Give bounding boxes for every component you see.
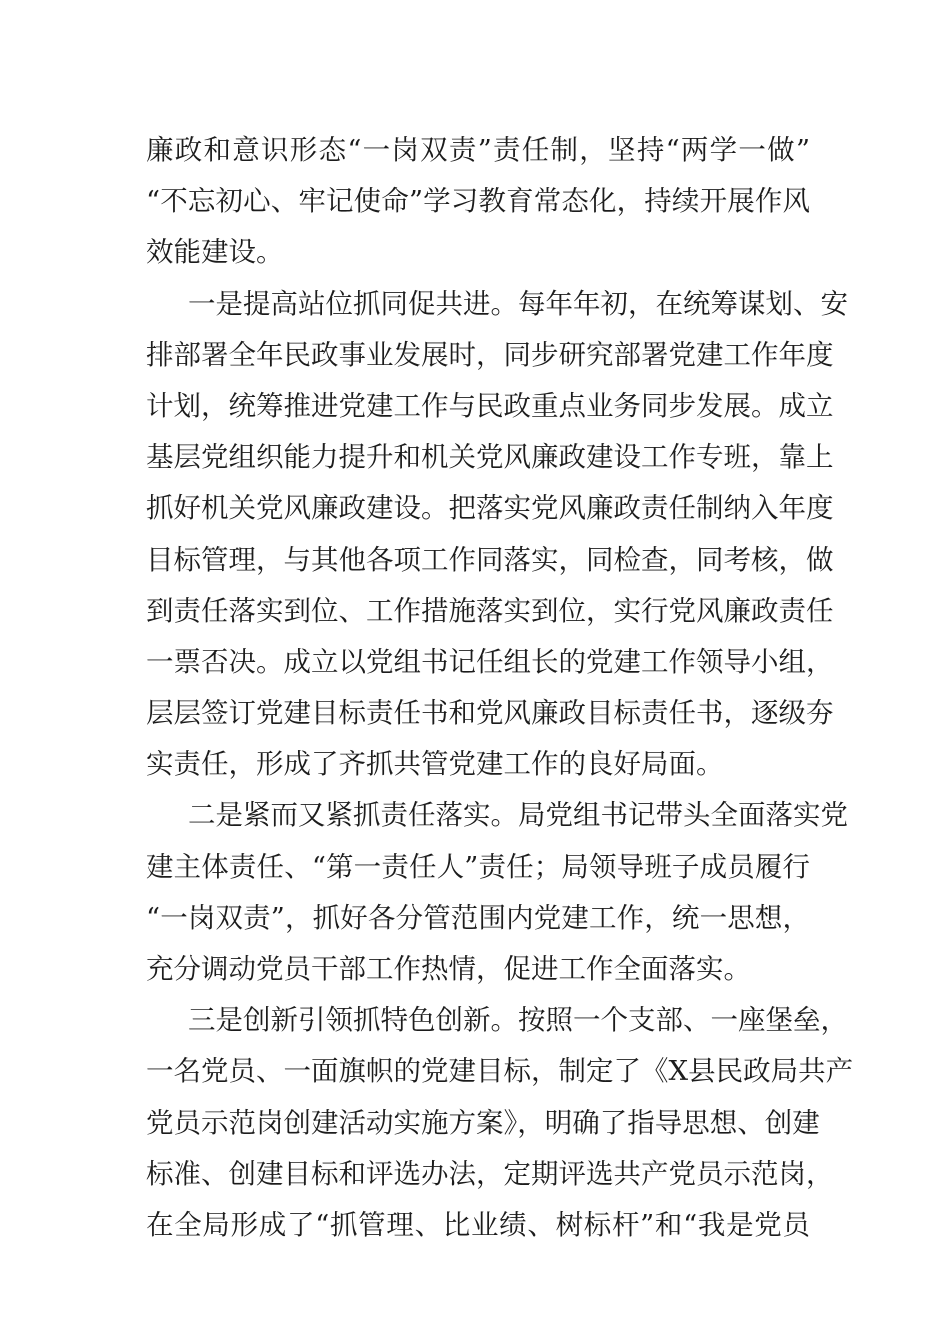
text-line: 目标管理，与其他各项工作同落实，同检查，同考核，做 bbox=[146, 543, 834, 576]
text-line: 标准、创建目标和评选办法，定期评选共产党员示范岗， bbox=[146, 1157, 834, 1190]
text-line: 计划，统筹推进党建工作与民政重点业务同步发展。成立 bbox=[146, 389, 834, 422]
text-line: 层层签订党建目标责任书和党风廉政目标责任书，逐级夯 bbox=[146, 697, 834, 730]
text-line: 充分调动党员干部工作热情，促进工作全面落实。 bbox=[146, 953, 751, 985]
text-line: 建主体责任、“第一责任人”责任；局领导班子成员履行 bbox=[146, 850, 810, 883]
text-line: 一票否决。成立以党组书记任组长的党建工作领导小组， bbox=[146, 645, 834, 678]
text-line: 到责任落实到位、工作措施落实到位，实行党风廉政责任 bbox=[146, 594, 834, 627]
text-line: 抓好机关党风廉政建设。把落实党风廉政责任制纳入年度 bbox=[146, 492, 834, 525]
text-line: 在全局形成了“抓管理、比业绩、树标杆”和“我是党员 bbox=[146, 1208, 810, 1241]
text-line: 廉政和意识形态“一岗双责”责任制，坚持“两学一做” bbox=[146, 134, 810, 166]
paragraph-3-start: 三是创新引领抓特色创新。按照一个支部、一座堡垒， bbox=[188, 1004, 848, 1037]
text-line: 效能建设。 bbox=[146, 236, 284, 269]
text-line: 一名党员、一面旗帜的党建目标，制定了《X县民政局共产 bbox=[146, 1055, 854, 1088]
text-line: 实责任，形成了齐抓共管党建工作的良好局面。 bbox=[146, 748, 724, 781]
text-line: 排部署全年民政事业发展时，同步研究部署党建工作年度 bbox=[146, 338, 834, 371]
text-line: “一岗双责”，抓好各分管范围内党建工作，统一思想， bbox=[146, 901, 810, 934]
paragraph-1-start: 一是提高站位抓同促共进。每年年初，在统筹谋划、安 bbox=[188, 287, 848, 320]
document-body bbox=[146, 125, 854, 1251]
paragraph-2-start: 二是紧而又紧抓责任落实。局党组书记带头全面落实党 bbox=[188, 799, 848, 832]
text-line: 基层党组织能力提升和机关党风廉政建设工作专班，靠上 bbox=[146, 441, 834, 474]
text-line: 党员示范岗创建活动实施方案》，明确了指导思想、创建 bbox=[146, 1106, 820, 1139]
text-line: “不忘初心、牢记使命”学习教育常态化，持续开展作风 bbox=[146, 185, 810, 218]
